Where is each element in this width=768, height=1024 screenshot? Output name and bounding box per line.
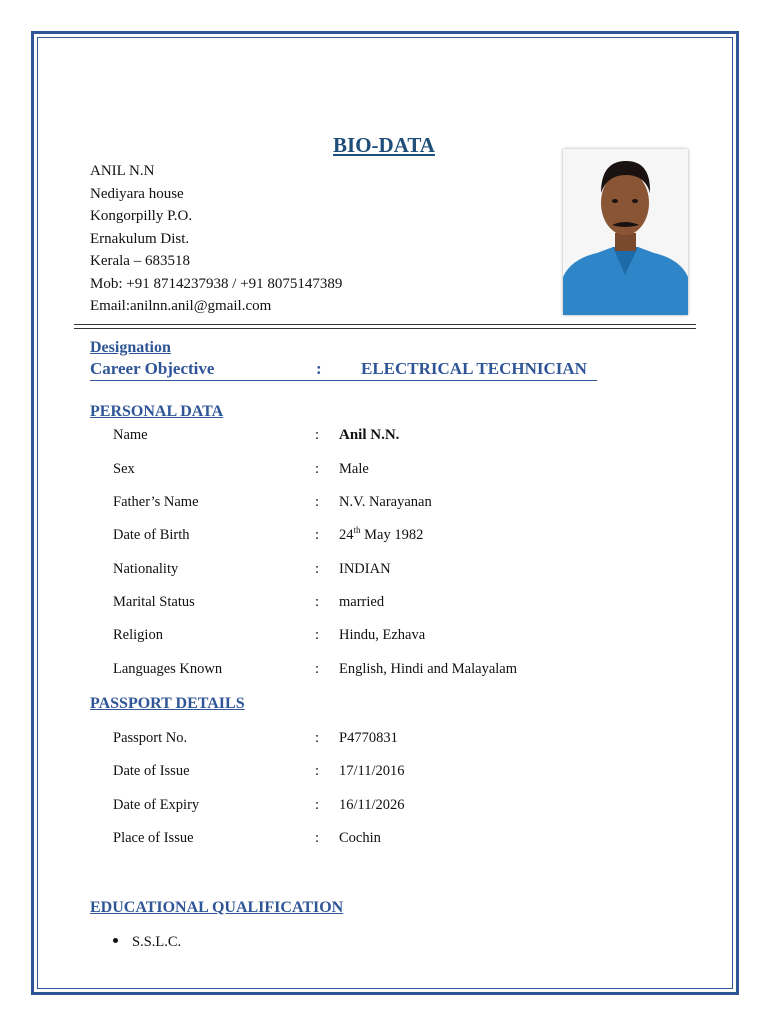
passport-photo — [563, 149, 688, 315]
header-divider-top — [74, 324, 696, 325]
header-divider-bottom — [74, 328, 696, 329]
address-block — [90, 160, 342, 318]
row-label: Date of Expiry — [113, 797, 200, 813]
row-label: Sex — [113, 461, 135, 477]
address-house: Nediyara house — [90, 185, 184, 202]
row-colon: : — [315, 594, 320, 610]
row-value: Cochin — [339, 830, 381, 846]
dob-month-year: May 1982 — [360, 527, 424, 543]
row-value: P4770831 — [339, 730, 398, 746]
row-colon: : — [315, 527, 320, 543]
row-colon: : — [315, 830, 320, 846]
row-value — [339, 527, 423, 544]
address-state-pin: Kerala – 683518 — [90, 253, 190, 269]
row-value: Hindu, Ezhava — [339, 627, 426, 643]
row-label: Religion — [113, 627, 163, 643]
address-district: Ernakulum Dist. — [90, 230, 190, 247]
education-item-text: S.S.L.C. — [132, 934, 182, 950]
row-value: married — [339, 594, 385, 610]
row-value: English, Hindi and Malayalam — [339, 661, 517, 677]
row-value: INDIAN — [339, 561, 391, 577]
dob-day: 24 — [339, 527, 354, 543]
row-value: 17/11/2016 — [339, 763, 405, 779]
row-label: Place of Issue — [113, 830, 194, 846]
designation-heading: Designation — [90, 339, 171, 356]
row-colon: : — [315, 730, 320, 746]
education-list-item — [113, 934, 181, 951]
row-colon: : — [315, 763, 320, 779]
row-label: Nationality — [113, 561, 179, 577]
row-value: N.V. Narayanan — [339, 494, 432, 510]
row-label: Passport No. — [113, 730, 188, 746]
row-colon: : — [315, 461, 320, 477]
row-label: Marital Status — [113, 594, 195, 610]
passport-details-heading: PASSPORT DETAILS — [90, 695, 245, 712]
dob-ordinal: th — [353, 525, 361, 535]
row-colon: : — [315, 494, 320, 510]
career-objective-label: Career Objective — [90, 359, 215, 378]
email-address: Email:anilnn.anil@gmail.com — [90, 298, 272, 314]
mobile-numbers: Mob: +91 8714237938 / +91 8075147389 — [90, 275, 343, 292]
document-title: BIO-DATA — [333, 133, 435, 157]
row-value: Anil N.N. — [339, 427, 400, 443]
career-objective-row — [90, 359, 597, 381]
row-label: Father’s Name — [113, 494, 199, 510]
row-label: Languages Known — [113, 661, 223, 677]
row-value: Male — [339, 461, 369, 477]
row-label: Date of Birth — [113, 527, 190, 543]
row-label: Name — [113, 427, 148, 443]
row-colon: : — [315, 561, 320, 577]
row-colon: : — [315, 797, 320, 813]
row-value: 16/11/2026 — [339, 797, 405, 813]
row-colon: : — [315, 661, 320, 677]
row-colon: : — [315, 427, 320, 443]
career-objective-colon: : — [316, 359, 322, 378]
row-colon: : — [315, 627, 320, 643]
row-label: Date of Issue — [113, 763, 190, 779]
bullet-icon — [113, 938, 118, 943]
address-post-office: Kongorpilly P.O. — [90, 208, 193, 224]
educational-qualification-heading: EDUCATIONAL QUALIFICATION — [90, 899, 344, 916]
applicant-name: ANIL N.N — [90, 163, 155, 179]
career-objective-value: ELECTRICAL TECHNICIAN — [361, 359, 587, 378]
personal-data-heading: PERSONAL DATA — [90, 403, 224, 420]
